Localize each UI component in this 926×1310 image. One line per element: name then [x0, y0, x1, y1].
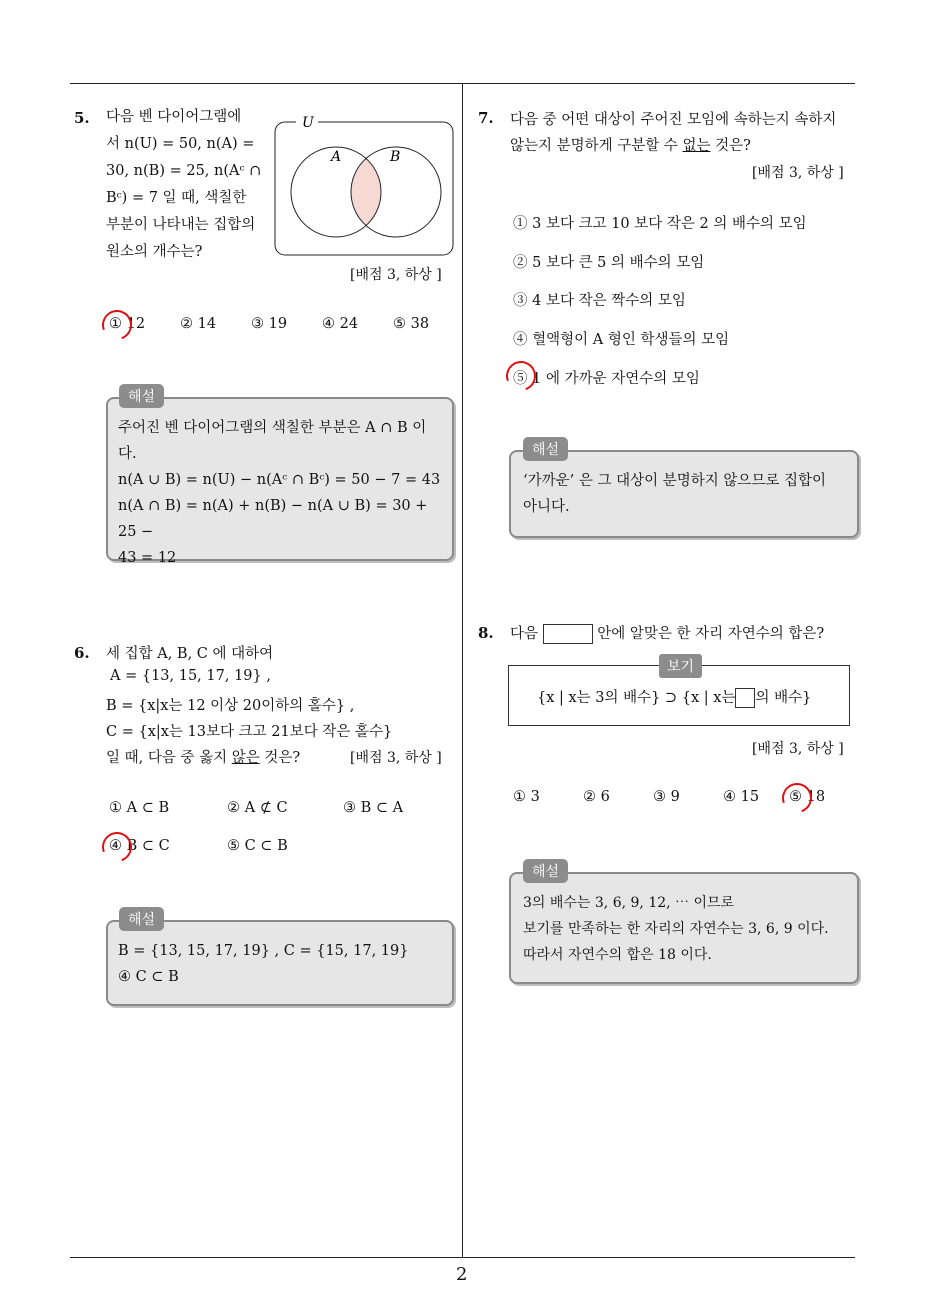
- q5-choice-1[interactable]: ① 12: [109, 316, 180, 332]
- venn-diagram: [272, 112, 456, 258]
- q7-solution-tag: 해설: [523, 437, 568, 461]
- q8-solution-text: [523, 890, 853, 968]
- bogi-blank-box: [735, 688, 755, 708]
- q5-choice-2[interactable]: ② 14: [180, 316, 217, 332]
- page-number: 2: [456, 1264, 468, 1285]
- q6-choice-4[interactable]: ④ B ⊂ C: [109, 838, 227, 854]
- q6-line: C = {x|x는 13보다 크고 21보다 작은 홀수}: [106, 724, 393, 740]
- q5-line: 다음 벤 다이어그램에: [106, 109, 242, 125]
- q6-score: [배점 3, 하상 ]: [350, 750, 442, 766]
- q6-choices-row1: [109, 800, 433, 816]
- q7-choice-5[interactable]: ⑤ 1 에 가까운 자연수의 모임: [513, 367, 700, 388]
- solution-line: ④ C ⊂ B: [118, 969, 179, 985]
- q5-choice-4[interactable]: ④ 24: [322, 316, 359, 332]
- q8-choice-4[interactable]: ④ 15: [723, 789, 760, 805]
- answer-mark: [777, 778, 817, 818]
- solution-line: B = {13, 15, 17, 19} , C = {15, 17, 19}: [118, 943, 409, 959]
- q5-line: Bᶜ) = 7 일 때, 색칠한: [106, 190, 247, 206]
- q6-line: A = {13, 15, 17, 19} ,: [110, 668, 271, 684]
- solution-line: 43 = 12: [118, 550, 177, 566]
- solution-line: 보기를 만족하는 한 자리의 자연수는 3, 6, 9 이다.: [523, 921, 829, 937]
- q6-line: B = {x|x는 12 이상 20이하의 홀수} ,: [106, 698, 355, 714]
- bottom-rule: [70, 1257, 855, 1258]
- column-divider: [462, 83, 463, 1258]
- solution-line: 다.: [118, 446, 137, 462]
- solution-line: ‘가까운’ 은 그 대상이 분명하지 않으므로 집합이: [523, 473, 827, 489]
- q7-line-2: 않는지 분명하게 구분할 수 없는 것은?: [510, 138, 751, 154]
- q8-bogi-tag: 보기: [659, 654, 702, 678]
- q5-line: 30, n(B) = 25, n(Aᶜ ∩: [106, 163, 262, 179]
- answer-mark: [97, 305, 137, 345]
- q5-text: [106, 104, 266, 266]
- q7-choice-3[interactable]: ③ 4 보다 작은 짝수의 모임: [513, 293, 686, 309]
- q6-solution-text: [118, 938, 446, 990]
- q6-choice-5[interactable]: ⑤ C ⊂ B: [227, 838, 288, 854]
- q8-number: 8.: [478, 624, 494, 642]
- answer-mark: [501, 356, 541, 396]
- q7-choice-2[interactable]: ② 5 보다 큰 5 의 배수의 모임: [513, 255, 705, 271]
- solution-line: 따라서 자연수의 합은 18 이다.: [523, 947, 712, 963]
- q5-line: 부분이 나타내는 집합의: [106, 217, 256, 233]
- q8-bogi-text: {x | x는 3의 배수} ⊃ {x | x는 의 배수}: [537, 690, 812, 706]
- q8-question: 다음 안에 알맞은 한 자리 자연수의 합은?: [510, 626, 825, 642]
- q5-solution-text: [118, 415, 446, 571]
- q5-solution-tag: 해설: [119, 384, 164, 408]
- answer-mark: [97, 827, 137, 867]
- q8-choice-2[interactable]: ② 6: [583, 789, 610, 805]
- q8-choice-5[interactable]: ⑤ 18: [789, 789, 849, 805]
- solution-line: n(A ∩ B) = n(A) + n(B) − n(A ∪ B) = 30 + 25 −: [118, 498, 428, 540]
- solution-line: 3의 배수는 3, 6, 9, 12, ⋯ 이므로: [523, 895, 735, 911]
- solution-line: 주어진 벤 다이어그램의 색칠한 부분은 A ∩ B 이: [118, 420, 427, 436]
- q7-choice-4[interactable]: ④ 혈액형이 A 형인 학생들의 모임: [513, 332, 730, 348]
- q6-line: 세 집합 A, B, C 에 대하여: [106, 646, 274, 662]
- q8-choice-1[interactable]: ① 3: [513, 789, 540, 805]
- q6-solution-tag: 해설: [119, 907, 164, 931]
- q5-choice-5[interactable]: ⑤ 38: [393, 316, 430, 332]
- solution-line: n(A ∪ B) = n(U) − n(Aᶜ ∩ Bᶜ) = 50 − 7 = 43: [118, 472, 441, 488]
- q6-choices-row2: [109, 838, 343, 854]
- q7-choice-1[interactable]: ① 3 보다 크고 10 보다 작은 2 의 배수의 모임: [513, 216, 807, 232]
- q5-line: 서 n(U) = 50, n(A) =: [106, 136, 255, 152]
- q5-solution-box: [106, 397, 454, 566]
- q6-choice-2[interactable]: ② A ⊄ C: [227, 800, 288, 816]
- q8-solution-box: [509, 872, 859, 984]
- q8-solution-tag: 해설: [523, 859, 568, 883]
- q7-number: 7.: [478, 109, 494, 127]
- venn-label-a: A: [331, 149, 342, 165]
- q6-solution-box: [106, 920, 454, 1006]
- answer-blank-box: [543, 624, 593, 644]
- q8-score: [배점 3, 하상 ]: [752, 741, 844, 757]
- q7-solution-box: [509, 450, 859, 538]
- q7-line-1: 다음 중 어떤 대상이 주어진 모임에 속하는지 속하지: [510, 112, 837, 128]
- q5-line: 원소의 개수는?: [106, 244, 203, 260]
- q6-number: 6.: [74, 644, 90, 662]
- venn-label-b: B: [390, 149, 401, 165]
- q8-choice-3[interactable]: ③ 9: [653, 789, 680, 805]
- q5-number: 5.: [74, 109, 90, 127]
- q6-choice-1[interactable]: ① A ⊂ B: [109, 800, 170, 816]
- venn-label-u: U: [302, 115, 314, 131]
- q5-score: [배점 3, 하상 ]: [350, 267, 442, 283]
- q6-question-line: 일 때, 다음 중 옳지 않은 것은?: [106, 750, 301, 766]
- q5-choices: [109, 316, 464, 332]
- q8-choices: [513, 789, 849, 805]
- q6-choice-3[interactable]: ③ B ⊂ A: [343, 800, 404, 816]
- q5-choice-3[interactable]: ③ 19: [251, 316, 288, 332]
- q7-solution-text: [523, 468, 851, 520]
- solution-line: 아니다.: [523, 499, 570, 515]
- q7-score: [배점 3, 하상 ]: [752, 165, 844, 181]
